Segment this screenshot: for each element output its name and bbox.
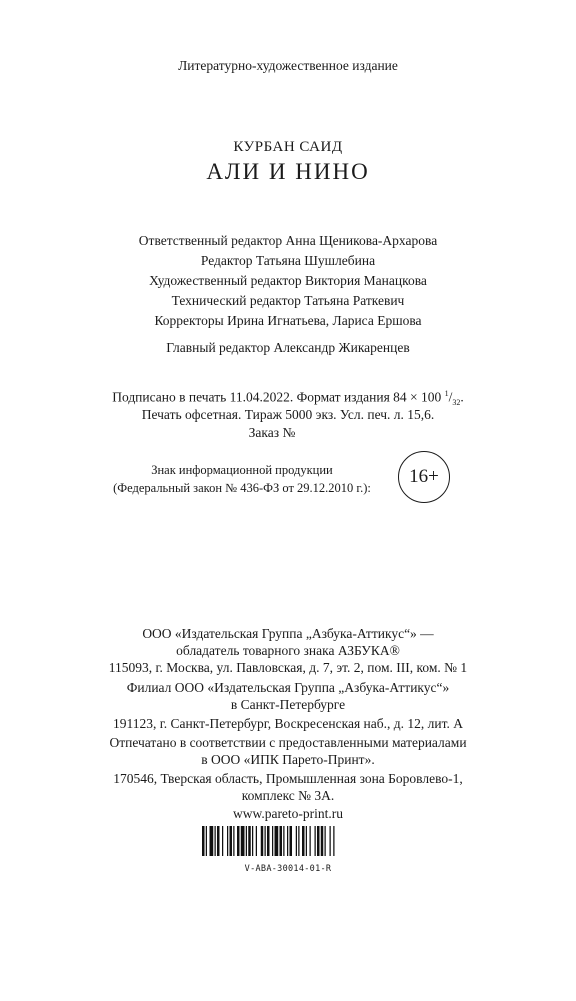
publisher-line-1: ООО «Издательская Группа „Азбука-Аттикус“» —: [142, 626, 434, 641]
book-author: КУРБАН САИД: [233, 139, 343, 155]
format-fraction-denominator: 32: [452, 398, 461, 408]
publisher-line-2: обладатель товарного знака АЗБУКА®: [176, 643, 400, 658]
info-sign-line-2: (Федеральный закон № 436-ФЗ от 29.12.2010 г.):: [113, 481, 371, 495]
barcode: [202, 826, 374, 874]
printer-address-1: 170546, Тверская область, Промышленная зона Боровлево-1,: [113, 771, 463, 786]
printer-line-2: в ООО «ИПК Парето-Принт».: [201, 752, 375, 767]
editor-line-2: Редактор Татьяна Шушлебина: [200, 253, 376, 268]
barcode-label: V-ABA-30014-01-R: [244, 864, 332, 874]
print-info-line-2: Печать офсетная. Тираж 5000 экз. Усл. печ. л. 15,6.: [141, 407, 435, 422]
printer-website: www.pareto-print.ru: [232, 806, 344, 821]
editor-line-3: Художественный редактор Виктория Манацкова: [149, 273, 427, 288]
branch-line-2: в Санкт-Петербурге: [230, 697, 346, 712]
editor-line-1: Ответственный редактор Анна Щеникова-Архарова: [138, 233, 438, 248]
editor-line-5: Корректоры Ирина Игнатьева, Лариса Ершова: [154, 313, 422, 328]
barcode-bars: [202, 826, 374, 856]
chief-editor: Главный редактор Александр Жикаренцев: [166, 340, 410, 355]
print-format: Подписано в печать 11.04.2022. Формат издания 84 × 100: [112, 389, 445, 405]
branch-address: 191123, г. Санкт-Петербург, Воскресенская наб., д. 12, лит. А: [113, 716, 463, 731]
order-number: Заказ №: [248, 425, 296, 440]
info-sign-line-1: Знак информационной продукции: [151, 463, 333, 477]
publisher-address: 115093, г. Москва, ул. Павловская, д. 7, эт. 2, пом. III, ком. № 1: [108, 660, 468, 675]
branch-line-1: Филиал ООО «Издательская Группа „Азбука-Аттикус“»: [126, 680, 450, 695]
edition-type: Литературно-художественное издание: [178, 58, 398, 73]
printer-line-1: Отпечатано в соответствии с предоставленными материалами: [109, 735, 467, 750]
print-info-line-1: Подписано в печать 11.04.2022. Формат издания 84 × 100 $^1/_{32}$.: [112, 389, 464, 408]
book-title: АЛИ И НИНО: [206, 159, 370, 184]
format-fraction-numerator: 1: [444, 389, 449, 398]
age-rating-badge: 16+: [398, 451, 450, 503]
editor-line-4: Технический редактор Татьяна Раткевич: [171, 293, 405, 308]
printer-address-2: комплекс № 3А.: [241, 788, 335, 803]
